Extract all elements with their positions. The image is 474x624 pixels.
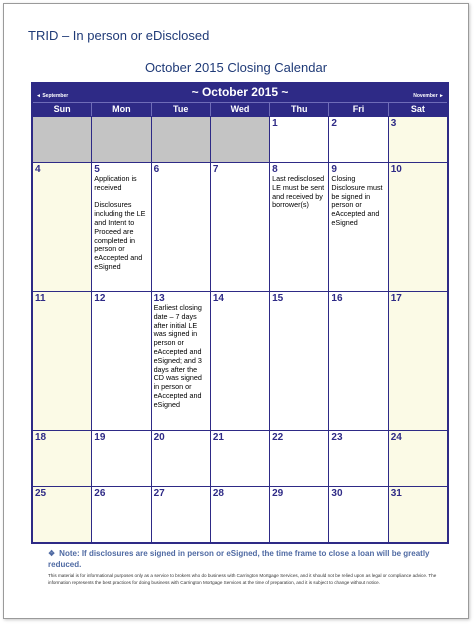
day-number: 1 [272, 118, 278, 129]
calendar-title: October 2015 Closing Calendar [144, 60, 328, 75]
day-note: Application is received Disclosures including the LE and Intent to Proceed are completed in person or eAccepted and eSigned [94, 174, 146, 271]
month-label: ~ October 2015 ~ [191, 85, 289, 99]
calendar-day-cell [152, 163, 211, 291]
day-number: 13 [153, 293, 165, 304]
day-number: 22 [272, 432, 284, 443]
diamond-bullet-icon: ❖ [48, 549, 56, 558]
calendar-grid [33, 116, 447, 542]
calendar-day-cell [389, 292, 447, 430]
calendar-day-cell [270, 431, 329, 486]
calendar-day-cell [211, 163, 270, 291]
calendar-week [33, 486, 447, 542]
calendar-day-cell [329, 292, 388, 430]
prev-month-link[interactable]: ◄ September [36, 93, 69, 99]
calendar-day-cell [270, 117, 329, 162]
weekday-thu: Thu [270, 103, 329, 116]
calendar-empty-cell [33, 117, 92, 162]
calendar-day-cell [92, 431, 151, 486]
day-number: 8 [272, 164, 278, 175]
day-number: 15 [272, 293, 284, 304]
calendar-day-cell [389, 431, 447, 486]
day-number: 28 [212, 488, 224, 499]
calendar-header [33, 84, 447, 102]
day-number: 17 [390, 293, 402, 304]
calendar-empty-cell [211, 117, 270, 162]
day-number: 7 [212, 164, 219, 175]
day-number: 24 [390, 432, 402, 443]
footnote [48, 548, 448, 570]
weekday-header-row [33, 102, 447, 116]
day-number: 19 [94, 432, 106, 443]
calendar-day-cell [33, 292, 92, 430]
day-number: 6 [153, 164, 160, 175]
footnote-text: Note: If disclosures are signed in person or eSigned, the time frame to close a loan will be greatly reduced. [48, 549, 430, 569]
calendar-day-cell [329, 487, 388, 542]
day-number: 23 [331, 432, 343, 443]
weekday-sun: Sun [33, 103, 92, 116]
calendar-day-cell [211, 292, 270, 430]
calendar-day-cell [270, 163, 329, 291]
calendar-week [33, 430, 447, 486]
day-number: 20 [153, 432, 165, 443]
weekday-tue: Tue [152, 103, 211, 116]
calendar-day-cell [389, 163, 447, 291]
day-number: 26 [94, 488, 106, 499]
document-title: TRID – In person or eDisclosed [28, 28, 210, 43]
weekday-sat: Sat [410, 104, 425, 114]
day-number: 3 [390, 118, 397, 129]
weekday-fri: Fri [329, 103, 388, 116]
calendar-week [33, 291, 447, 430]
calendar-empty-cell [92, 117, 151, 162]
calendar-day-cell [329, 163, 388, 291]
day-number: 11 [35, 293, 46, 304]
day-number: 31 [390, 488, 402, 499]
day-number: 5 [94, 164, 100, 175]
calendar-day-cell [92, 487, 151, 542]
day-number: 10 [390, 164, 402, 175]
day-note: Closing Disclosure must be signed in person or eAccepted and eSigned [331, 174, 383, 227]
day-number: 9 [331, 164, 337, 175]
document-page [3, 3, 469, 619]
calendar [31, 82, 449, 544]
calendar-day-cell [33, 163, 92, 291]
calendar-day-cell [152, 292, 211, 430]
day-number: 27 [153, 488, 165, 499]
day-number: 12 [94, 293, 106, 304]
day-number: 16 [331, 293, 343, 304]
calendar-week [33, 116, 447, 162]
calendar-day-cell [329, 117, 388, 162]
day-note: Earliest closing date – 7 days after initial LE was signed in person or eAccepted and eSigned; and 3 days after the CD was signed in person or eAccepted and eSigned [153, 303, 202, 409]
day-number: 14 [212, 293, 224, 304]
day-number: 18 [35, 432, 47, 443]
calendar-day-cell [92, 292, 151, 430]
calendar-day-cell [152, 431, 211, 486]
weekday-mon: Mon [92, 103, 151, 116]
calendar-day-cell [389, 487, 447, 542]
day-number: 21 [212, 432, 224, 443]
calendar-day-cell [211, 431, 270, 486]
calendar-day-cell [329, 431, 388, 486]
calendar-day-cell [92, 163, 151, 291]
calendar-day-cell [211, 487, 270, 542]
calendar-day-cell [33, 487, 92, 542]
calendar-empty-cell [152, 117, 211, 162]
day-number: 4 [35, 164, 41, 175]
day-number: 2 [331, 118, 337, 129]
calendar-day-cell [270, 487, 329, 542]
day-number: 29 [272, 488, 284, 499]
calendar-day-cell [33, 431, 92, 486]
calendar-day-cell [389, 117, 447, 162]
calendar-day-cell [270, 292, 329, 430]
day-number: 30 [331, 488, 343, 499]
calendar-day-cell [152, 487, 211, 542]
next-month-link[interactable]: November ► [413, 93, 444, 99]
day-number: 25 [35, 488, 47, 499]
day-note: Last redisclosed LE must be sent and received by borrower(s) [272, 174, 325, 210]
disclaimer-text: This material is for informational purposes only as a service to brokers who do business with Carrington Mortgage Services, and it should not be relied upon as legal or compliance advice. The information represents the best practices for doing business with Carrington Mortgage Services at the time of preparation, and it is subject to change without notice. [48, 573, 437, 585]
weekday-wed: Wed [211, 103, 270, 116]
calendar-week [33, 162, 447, 291]
